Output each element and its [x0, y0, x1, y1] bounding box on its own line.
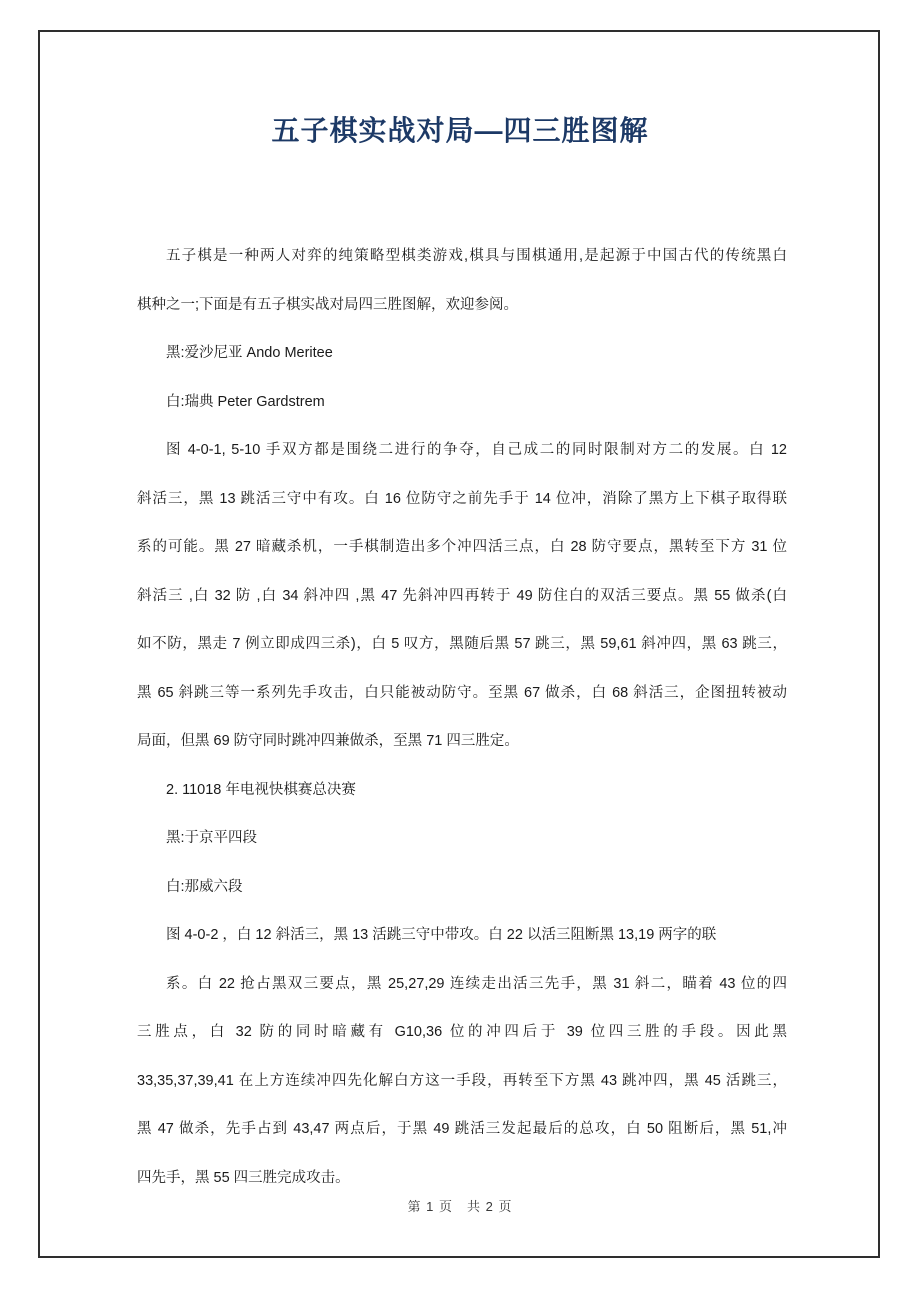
text-line: 白:瑞典 Peter Gardstrem — [166, 393, 325, 410]
text-line: 图 4-0-1, 5-10 手双方都是围绕二进行的争夺，自己成二的同时限制对方二的发展。白 12 — [166, 442, 787, 458]
text-line: 斜活三 ,白 32 防 ,白 34 斜冲四 ,黑 47 先斜冲四再转于 49 防住白的双活三要点。黑 55 做杀(白 — [137, 587, 787, 604]
document-title: 五子棋实战对局—四三胜图解 — [271, 115, 649, 146]
text-line: 白:那威六段 — [166, 878, 243, 895]
text-line: 棋种之一;下面是有五子棋实战对局四三胜图解，欢迎参阅。 — [137, 296, 519, 313]
text-line: 系的可能。黑 27 暗藏杀机，一手棋制造出多个冲四活三点，白 28 防守要点，黑转至下方 31 位 — [137, 539, 787, 555]
text-line: 局面，但黑 69 防守同时跳冲四兼做杀，至黑 71 四三胜定。 — [137, 733, 519, 749]
document-body — [137, 232, 787, 1202]
text-line: 如不防，黑走 7 例立即成四三杀)，白 5 叹方，黑随后黑 57 跳三，黑 59,61 斜冲四，黑 63 跳三， — [137, 636, 787, 652]
text-line: 黑:于京平四段 — [166, 830, 258, 846]
text-line: 三胜点，白 32 防的同时暗藏有 G10,36 位的冲四后于 39 位四三胜的手段。因此黑 — [137, 1024, 787, 1040]
text-line: 五子棋是一种两人对弈的纯策略型棋类游戏,棋具与围棋通用,是起源于中国古代的传统黑白 — [166, 248, 787, 264]
text-line: 2. 11018 年电视快棋赛总决赛 — [166, 781, 356, 798]
text-line: 系。白 22 抢占黑双三要点，黑 25,27,29 连续走出活三先手，黑 31 斜二，瞄着 43 位的四 — [166, 975, 787, 992]
text-line: 斜活三，黑 13 跳活三守中有攻。白 16 位防守之前先手于 14 位冲，消除了黑方上下棋子取得联 — [137, 490, 787, 507]
text-line: 黑:爱沙尼亚 Ando Meritee — [166, 345, 333, 361]
text-line: 黑 47 做杀，先手占到 43,47 两点后，于黑 49 跳活三发起最后的总攻，白 50 阻断后，黑 51,冲 — [137, 1121, 787, 1137]
text-line: 四先手，黑 55 四三胜完成攻击。 — [137, 1169, 350, 1186]
page-footer: 第 1 页 共 2 页 — [407, 1199, 513, 1214]
text-line: 33,35,37,39,41 在上方连续冲四先化解白方这一手段，再转至下方黑 43 跳冲四，黑 45 活跳三， — [137, 1072, 787, 1089]
text-line: 图 4-0-2 ，白 12 斜活三，黑 13 活跳三守中带攻。白 22 以活三阻断黑 13,19 两字的联 — [166, 927, 717, 943]
text-line: 黑 65 斜跳三等一系列先手攻击，白只能被动防守。至黑 67 做杀，白 68 斜活三，企图扭转被动 — [137, 684, 787, 701]
